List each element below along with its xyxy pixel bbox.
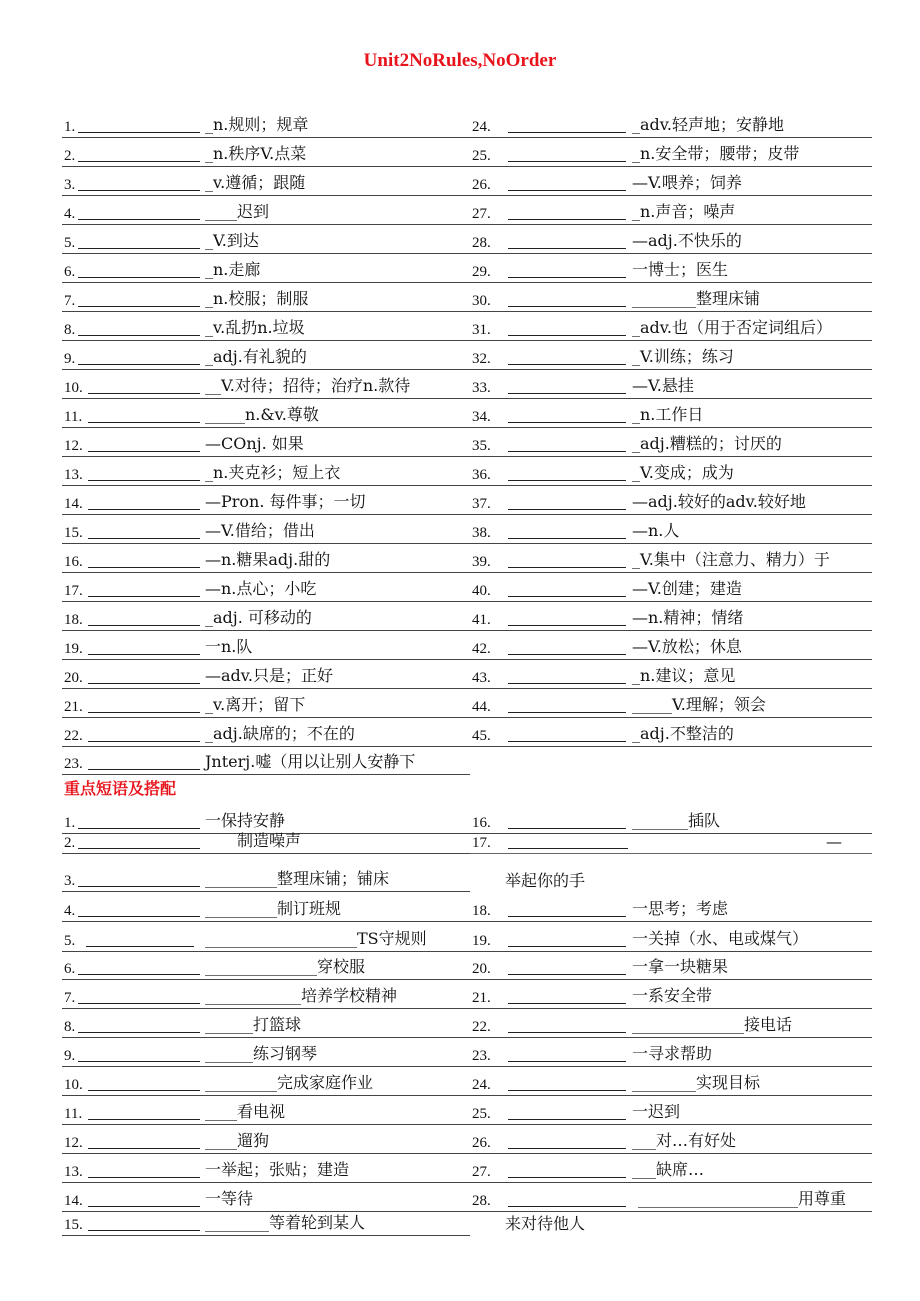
item-number: 8.	[64, 322, 76, 338]
list-item	[62, 572, 470, 602]
list-item	[62, 137, 470, 167]
item-definition: ________等着轮到某人	[205, 1213, 366, 1232]
answer-blank[interactable]	[88, 683, 200, 684]
item-number: 44.	[472, 699, 491, 715]
answer-blank[interactable]	[508, 848, 628, 849]
item-number: 37.	[472, 496, 491, 512]
answer-blank[interactable]	[88, 1119, 200, 1120]
item-definition: _adv.也（用于否定词组后）	[632, 318, 833, 337]
item-number: 45.	[472, 728, 491, 744]
answer-blank[interactable]	[78, 364, 200, 365]
answer-blank[interactable]	[78, 886, 200, 887]
list-item	[470, 485, 872, 515]
list-item	[62, 166, 470, 196]
answer-blank[interactable]	[88, 1230, 200, 1231]
list-item	[62, 601, 470, 631]
item-definition: 一n.队	[205, 637, 253, 656]
item-number: 13.	[64, 1164, 83, 1180]
answer-blank[interactable]	[88, 509, 200, 510]
item-number: 27.	[472, 206, 491, 222]
item-number: 19.	[472, 933, 491, 949]
item-number: 31.	[472, 322, 491, 338]
item-number: 22.	[472, 1019, 491, 1035]
page-title: Unit2NoRules,NoOrder	[363, 50, 557, 71]
item-definition: _n.走廊	[205, 260, 261, 279]
item-number: 14.	[64, 496, 83, 512]
answer-blank[interactable]	[78, 335, 200, 336]
list-item	[62, 369, 470, 399]
item-definition: —V.创建；建造	[632, 579, 742, 598]
answer-blank[interactable]	[508, 1119, 626, 1120]
item-number: 21.	[472, 990, 491, 1006]
item-definition: —V.喂养；饲养	[632, 173, 742, 192]
list-item	[470, 514, 872, 544]
list-item	[62, 195, 470, 225]
answer-blank[interactable]	[508, 1032, 626, 1033]
item-definition: —adj.较好的adv.较好地	[632, 492, 806, 511]
list-item	[62, 979, 470, 1009]
item-number: 4.	[64, 206, 76, 222]
item-definition: ___对…有好处	[632, 1131, 737, 1150]
answer-blank[interactable]	[78, 916, 200, 917]
list-item	[62, 950, 470, 980]
item-number: 40.	[472, 583, 491, 599]
answer-blank[interactable]	[508, 393, 626, 394]
item-number: 26.	[472, 177, 491, 193]
list-item	[62, 456, 470, 486]
list-item	[470, 1153, 872, 1183]
answer-blank[interactable]	[78, 848, 200, 849]
list-item	[470, 427, 872, 457]
item-number: 2.	[64, 148, 76, 164]
item-number: 14.	[64, 1193, 83, 1209]
item-definition: _________整理床铺；铺床	[205, 869, 390, 888]
item-definition: ________整理床铺	[632, 289, 761, 308]
item-number: 36.	[472, 467, 491, 483]
item-number: 28.	[472, 1193, 491, 1209]
item-definition: __V.对待；招待；治疗n.款待	[205, 376, 411, 395]
answer-blank[interactable]	[508, 1061, 626, 1062]
item-definition: ________实现目标	[632, 1073, 761, 1092]
item-definition: ______________接电话	[632, 1015, 793, 1034]
item-definition: 一关掉（水、电或煤气）	[632, 929, 809, 948]
item-definition: —n.精神；情绪	[632, 608, 744, 627]
item-definition: —n.点心；小吃	[205, 579, 317, 598]
answer-blank[interactable]	[88, 712, 200, 713]
answer-blank[interactable]	[88, 422, 200, 423]
list-item	[470, 630, 872, 660]
item-definition: _v.离开；留下	[205, 695, 306, 714]
item-definition: _adj.糟糕的；讨厌的	[632, 434, 782, 453]
item-number: 16.	[64, 554, 83, 570]
answer-blank[interactable]	[88, 393, 200, 394]
answer-blank[interactable]	[78, 1061, 200, 1062]
item-number: 32.	[472, 351, 491, 367]
answer-blank[interactable]	[508, 683, 626, 684]
answer-blank[interactable]	[88, 769, 200, 770]
item-definition: _n.建议；意见	[632, 666, 736, 685]
item-number: 18.	[64, 612, 83, 628]
list-item	[62, 514, 470, 544]
item-number: 6.	[64, 264, 76, 280]
item-definition: 一思考；考虑	[632, 899, 729, 918]
item-definition: ____看电视	[205, 1102, 286, 1121]
section-title-phrases: 重点短语及搭配	[64, 779, 177, 798]
item-number: 3.	[64, 873, 76, 889]
item-definition: —Pron. 每件事；一切	[205, 492, 366, 511]
item-number: 15.	[64, 1217, 83, 1233]
list-item	[470, 892, 872, 922]
list-item	[62, 1153, 470, 1183]
item-number: 24.	[472, 1077, 491, 1093]
answer-blank[interactable]	[508, 625, 626, 626]
item-definition: —	[826, 832, 842, 851]
item-number: 18.	[472, 903, 491, 919]
list-item	[62, 659, 470, 689]
list-item	[470, 543, 872, 573]
item-number: 20.	[472, 961, 491, 977]
item-definition: _V.变成；成为	[632, 463, 734, 482]
list-item	[62, 1037, 470, 1067]
item-number: 3.	[64, 177, 76, 193]
item-number: 39.	[472, 554, 491, 570]
item-definition: _______插队	[632, 811, 721, 830]
item-number: 13.	[64, 467, 83, 483]
list-item	[470, 398, 872, 428]
item-number: 8.	[64, 1019, 76, 1035]
item-number: 19.	[64, 641, 83, 657]
answer-blank[interactable]	[508, 1148, 626, 1149]
item-definition: —V.借给；借出	[205, 521, 315, 540]
list-item	[62, 1124, 470, 1154]
list-item	[470, 824, 872, 854]
item-number: 11.	[64, 409, 83, 425]
item-number: 26.	[472, 1135, 491, 1151]
item-definition: _n.秩序V.点菜	[205, 144, 307, 163]
answer-blank[interactable]	[88, 567, 200, 568]
list-item	[62, 920, 470, 952]
answer-blank[interactable]	[88, 1090, 200, 1091]
answer-blank[interactable]	[88, 451, 200, 452]
item-definition: —V.放松；休息	[632, 637, 742, 656]
list-item	[62, 1095, 470, 1125]
list-item	[470, 311, 872, 341]
item-definition: _V.训练；练习	[632, 347, 734, 366]
item-number: 38.	[472, 525, 491, 541]
answer-blank[interactable]	[508, 1177, 626, 1178]
item-definition: _adj.缺席的；不在的	[205, 724, 355, 743]
answer-blank[interactable]	[508, 161, 626, 162]
answer-blank[interactable]	[508, 132, 626, 133]
item-number: 6.	[64, 961, 76, 977]
list-item	[62, 743, 470, 775]
item-definition: _n.规则；规章	[205, 115, 309, 134]
list-item	[62, 282, 470, 312]
list-item	[470, 253, 872, 283]
item-number: 41.	[472, 612, 491, 628]
item-number: 25.	[472, 148, 491, 164]
item-number: 12.	[64, 438, 83, 454]
item-definition: 一博士；医生	[632, 260, 729, 279]
item-definition: 制造噪声	[237, 831, 302, 850]
item-definition: —adj.不快乐的	[632, 231, 742, 250]
answer-blank[interactable]	[508, 1003, 626, 1004]
list-item	[470, 282, 872, 312]
answer-blank[interactable]	[508, 538, 626, 539]
item-definition: ______练习钢琴	[205, 1044, 318, 1063]
item-number: 16.	[472, 815, 491, 831]
list-item	[62, 630, 470, 660]
list-item	[470, 601, 872, 631]
item-definition: —n.人	[632, 521, 680, 540]
phrase-28-continuation: 来对待他人	[505, 1214, 586, 1233]
list-item	[62, 398, 470, 428]
list-item	[62, 485, 470, 515]
item-number: 35.	[472, 438, 491, 454]
answer-blank[interactable]	[508, 219, 626, 220]
item-definition: ___________________TS守规则	[205, 929, 427, 948]
list-item	[62, 253, 470, 283]
answer-blank[interactable]	[88, 625, 200, 626]
answer-blank[interactable]	[508, 916, 626, 917]
item-definition: _________制订班规	[205, 899, 342, 918]
answer-blank[interactable]	[86, 946, 194, 947]
item-definition: ____________培养学校精神	[205, 986, 398, 1005]
answer-blank[interactable]	[508, 741, 626, 742]
answer-blank[interactable]	[78, 1032, 200, 1033]
item-definition: _adj. 可移动的	[205, 608, 312, 627]
list-item	[470, 340, 872, 370]
item-number: 21.	[64, 699, 83, 715]
item-definition: —V.悬挂	[632, 376, 694, 395]
answer-blank[interactable]	[88, 1148, 200, 1149]
answer-blank[interactable]	[508, 277, 626, 278]
item-number: 29.	[472, 264, 491, 280]
item-number: 4.	[64, 903, 76, 919]
list-item	[470, 950, 872, 980]
item-definition: —COnj. 如果	[205, 434, 304, 453]
answer-blank[interactable]	[88, 480, 200, 481]
item-definition: _n.工作日	[632, 405, 704, 424]
item-definition: _adj.不整洁的	[632, 724, 734, 743]
item-number: 27.	[472, 1164, 491, 1180]
item-definition: ____迟到	[205, 202, 270, 221]
answer-blank[interactable]	[508, 480, 626, 481]
item-definition: ______打篮球	[205, 1015, 302, 1034]
item-number: 22.	[64, 728, 83, 744]
list-item	[470, 1066, 872, 1096]
answer-blank[interactable]	[88, 1177, 200, 1178]
list-item	[470, 369, 872, 399]
item-definition: _adv.轻声地；安静地	[632, 115, 785, 134]
answer-blank[interactable]	[508, 567, 626, 568]
answer-blank[interactable]	[88, 741, 200, 742]
list-item	[62, 108, 470, 138]
list-item	[62, 862, 470, 892]
item-number: 20.	[64, 670, 83, 686]
item-definition: _V.到达	[205, 231, 259, 250]
answer-blank[interactable]	[508, 654, 626, 655]
item-number: 5.	[64, 933, 76, 949]
list-item	[62, 1182, 470, 1212]
item-number: 2.	[64, 835, 76, 851]
answer-blank[interactable]	[88, 654, 200, 655]
item-definition: 一迟到	[632, 1102, 681, 1121]
answer-blank[interactable]	[78, 974, 200, 975]
answer-blank[interactable]	[508, 335, 626, 336]
list-item	[62, 892, 470, 922]
list-item	[470, 1182, 872, 1212]
list-item	[62, 340, 470, 370]
item-number: 1.	[64, 119, 76, 135]
item-number: 10.	[64, 1077, 83, 1093]
item-definition: 一系安全带	[632, 986, 713, 1005]
list-item	[470, 688, 872, 718]
item-definition: 一寻求帮助	[632, 1044, 713, 1063]
item-number: 23.	[472, 1048, 491, 1064]
item-number: 23.	[64, 756, 83, 772]
item-definition: ____________________用尊重	[638, 1189, 847, 1208]
list-item	[470, 572, 872, 602]
answer-blank[interactable]	[508, 946, 626, 947]
list-item	[470, 1037, 872, 1067]
list-item	[62, 427, 470, 457]
list-item	[62, 1066, 470, 1096]
answer-blank[interactable]	[508, 451, 626, 452]
item-definition: _adj.有礼貌的	[205, 347, 307, 366]
answer-blank[interactable]	[78, 161, 200, 162]
item-number: 17.	[64, 583, 83, 599]
answer-blank[interactable]	[508, 974, 626, 975]
item-number: 9.	[64, 1048, 76, 1064]
item-number: 1.	[64, 815, 76, 831]
answer-blank[interactable]	[78, 248, 200, 249]
item-definition: _v.遵循；跟随	[205, 173, 306, 192]
answer-blank[interactable]	[508, 422, 626, 423]
answer-blank[interactable]	[88, 596, 200, 597]
list-item	[470, 108, 872, 138]
item-definition: _n.校服；制服	[205, 289, 309, 308]
item-number: 17.	[472, 835, 491, 851]
item-number: 7.	[64, 293, 76, 309]
phrase-17-continuation: 举起你的手	[505, 871, 586, 890]
item-number: 12.	[64, 1135, 83, 1151]
item-number: 24.	[472, 119, 491, 135]
list-item	[470, 979, 872, 1009]
item-definition: _n.安全带；腰带；皮带	[632, 144, 800, 163]
answer-blank[interactable]	[508, 248, 626, 249]
answer-blank[interactable]	[88, 1206, 200, 1207]
list-item	[62, 311, 470, 341]
item-definition: 一举起；张贴；建造	[205, 1160, 350, 1179]
list-item	[470, 456, 872, 486]
item-number: 33.	[472, 380, 491, 396]
answer-blank[interactable]	[508, 509, 626, 510]
list-item	[62, 224, 470, 254]
item-definition: _V.集中（注意力、精力）于	[632, 550, 830, 569]
answer-blank[interactable]	[508, 190, 626, 191]
list-item	[470, 224, 872, 254]
list-item	[470, 137, 872, 167]
item-definition: 一保持安静	[205, 811, 286, 830]
answer-blank[interactable]	[508, 596, 626, 597]
answer-blank[interactable]	[78, 132, 200, 133]
list-item	[62, 688, 470, 718]
list-item	[62, 1008, 470, 1038]
list-item	[62, 824, 470, 854]
answer-blank[interactable]	[508, 1206, 626, 1207]
item-number: 30.	[472, 293, 491, 309]
item-number: 42.	[472, 641, 491, 657]
answer-blank[interactable]	[78, 219, 200, 220]
item-definition: ______________穿校服	[205, 957, 366, 976]
item-definition: _____V.理解；领会	[632, 695, 766, 714]
item-definition: —adv.只是；正好	[205, 666, 334, 685]
item-number: 34.	[472, 409, 491, 425]
answer-blank[interactable]	[78, 1003, 200, 1004]
answer-blank[interactable]	[78, 306, 200, 307]
list-item	[470, 195, 872, 225]
item-number: 25.	[472, 1106, 491, 1122]
item-definition: _________完成家庭作业	[205, 1073, 374, 1092]
item-number: 11.	[64, 1106, 83, 1122]
list-item	[470, 1095, 872, 1125]
item-definition: 一等待	[205, 1189, 254, 1208]
list-item	[470, 920, 872, 952]
answer-blank[interactable]	[78, 277, 200, 278]
list-item	[470, 717, 872, 747]
answer-blank[interactable]	[508, 364, 626, 365]
item-definition: ___缺席…	[632, 1160, 705, 1179]
item-number: 15.	[64, 525, 83, 541]
list-item	[62, 543, 470, 573]
item-number: 28.	[472, 235, 491, 251]
item-definition: —n.糖果adj.甜的	[205, 550, 331, 569]
item-definition: Jnterj.嘘（用以让别人安静下	[205, 752, 416, 771]
list-item	[470, 166, 872, 196]
item-definition: _n.声音；噪声	[632, 202, 736, 221]
answer-blank[interactable]	[78, 190, 200, 191]
item-definition: _n.夹克衫；短上衣	[205, 463, 341, 482]
item-definition: _v.乱扔n.垃圾	[205, 318, 305, 337]
item-definition: ____遛狗	[205, 1131, 270, 1150]
item-number: 7.	[64, 990, 76, 1006]
item-number: 9.	[64, 351, 76, 367]
item-definition: _____n.&v.尊敬	[205, 405, 319, 424]
answer-blank[interactable]	[508, 712, 626, 713]
answer-blank[interactable]	[88, 538, 200, 539]
list-item	[470, 1124, 872, 1154]
list-item	[470, 659, 872, 689]
list-item	[62, 1209, 470, 1236]
answer-blank[interactable]	[508, 1090, 626, 1091]
list-item	[470, 1008, 872, 1038]
item-number: 5.	[64, 235, 76, 251]
item-definition: 一拿一块糖果	[632, 957, 729, 976]
answer-blank[interactable]	[508, 306, 626, 307]
item-number: 43.	[472, 670, 491, 686]
item-number: 10.	[64, 380, 83, 396]
